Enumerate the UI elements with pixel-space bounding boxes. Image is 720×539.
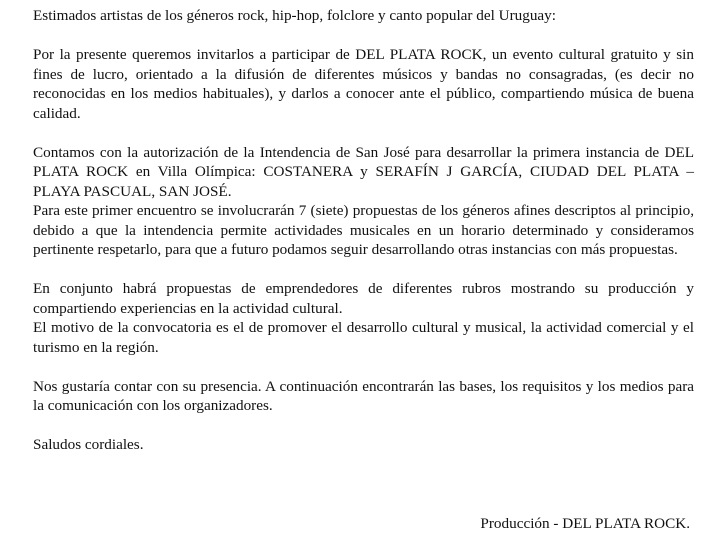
greeting: Estimados artistas de los géneros rock, hip-hop, folclore y canto popular del Uruguay: [33, 7, 556, 24]
paragraph-motive: El motivo de la convocatoria es el de promover el desarrollo cultural y musical, la actividad comercial y el turismo en la región. [33, 319, 694, 356]
paragraph-presence: Nos gustaría contar con su presencia. A continuación encontrarán las bases, los requisitos y los medios para la comunicación con los organizadores. [33, 377, 694, 414]
paragraph-invitation: Por la presente queremos invitarlos a participar de DEL PLATA ROCK, un evento cultural gratuito y sin fines de lucro, orientado a la difusión de diferentes músicos y bandas no consagradas, (es decir no reconocidas en los medios habituales), y darlos a conocer ante el público, compartiendo música de buena calidad. [33, 46, 694, 122]
paragraph-authorization: Contamos con la autorización de la Intendencia de San José para desarrollar la primera instancia de DEL PLATA ROCK en Villa Olímpica: COSTANERA y SERAFÍN J GARCÍA, CIUDAD DEL PLATA – PLAYA PASCUAL, SAN JOSÉ. [33, 143, 694, 200]
closing: Saludos cordiales. [33, 436, 144, 453]
signature: Producción - DEL PLATA ROCK. [480, 515, 690, 532]
paragraph-proposals: Para este primer encuentro se involucrarán 7 (siete) propuestas de los géneros afines descriptos al principio, debido a que la intendencia permite actividades musicales en un horario determinado y consideramos pertinente respetarlo, para que a futuro podamos seguir desarrollando otras instancias con más propuestas. [33, 202, 694, 258]
paragraph-entrepreneurs: En conjunto habrá propuestas de emprendedores de diferentes rubros mostrando su producción y compartiendo experiencias en la actividad cultural. [33, 280, 694, 317]
letter-body [33, 6, 694, 455]
